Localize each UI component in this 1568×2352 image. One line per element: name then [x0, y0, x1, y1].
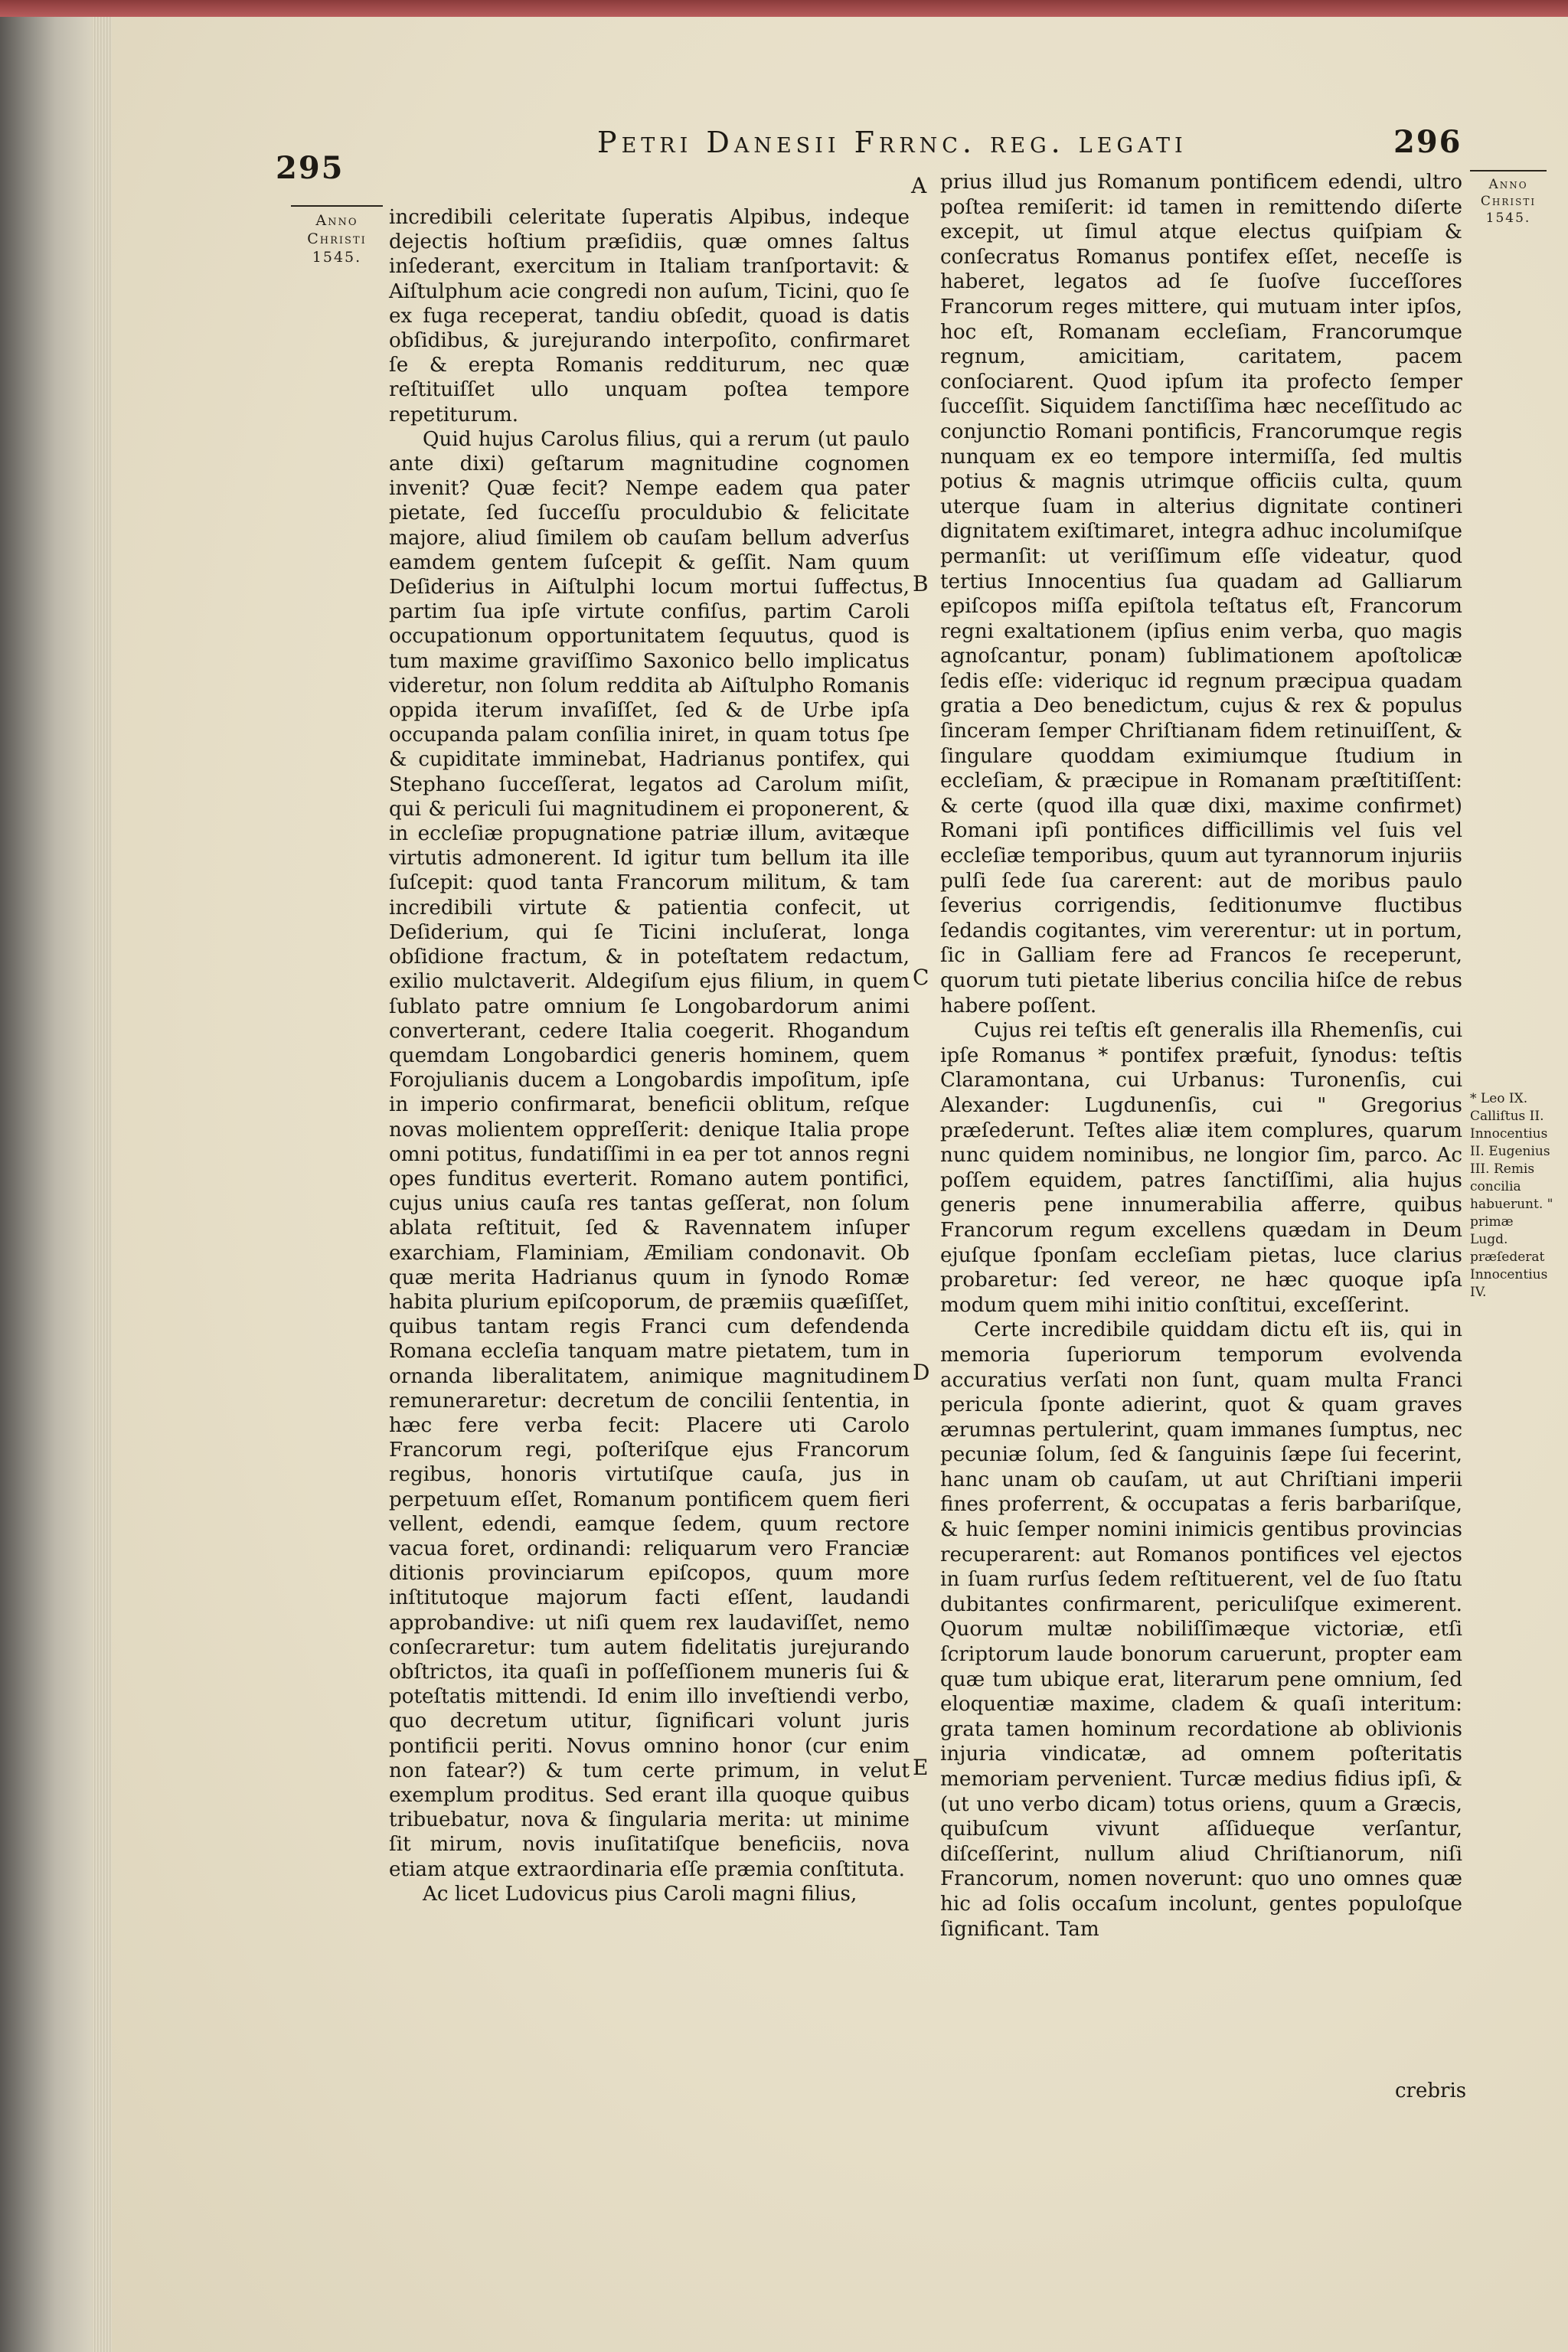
- page-number-right: 296: [1393, 124, 1462, 160]
- section-marker-d: D: [913, 1360, 930, 1385]
- catchword: crebris: [1395, 2079, 1467, 2102]
- margin-footnote: * Leo IX. Calliſtus II. Innocentius II. Eugenius III. Remis concilia habuerunt. " primæ Lugd. præſederat Innocentius IV.: [1470, 1091, 1553, 1300]
- christi-label: Christi: [1480, 194, 1537, 209]
- page-edges: [92, 0, 112, 2352]
- section-marker-a: A: [911, 173, 927, 198]
- book-cover-edge: [0, 0, 1568, 17]
- page-number-left: 295: [276, 150, 345, 186]
- paragraph: Cujus rei teſtis eſt generalis illa Rhemenſis, cui ipſe Romanus * pontifex præfuit, ſynodus: teſtis Claramontana, cui Urbanus: Turonenſis, cui Alexander: Lugdunenſis, cui " Gregorius præſederunt. Teſtes aliæ item complures, quarum nunc quidem nominibus, ne longior ſim, parco. Ac poſſem equidem, patres ſanctiſſimi, alia hujus generis pene innumerabilia afferre, quibus Francorum regum excellens quædam in Deum ejuſque ſponſam eccleſiam pietas, luce clarius probaretur: ſed vereor, ne hæc quoque ipſa modum quem mihi initio conſtitui, exceſſerint.: [940, 1019, 1462, 1317]
- christi-label: Christi: [307, 230, 367, 247]
- year-label: 1545.: [1485, 211, 1531, 226]
- running-head: Petri Danesii Frrnc. reg. legati: [597, 126, 1187, 159]
- paragraph: Certe incredibile quiddam dictu eſt iis, qui in memoria ſuperiorum temporum evolvenda accuratius verſati non ſunt, quam multa Franci pericula ſponte adierint, quot & quam graves ærumnas pertulerint, quam immanes ſumptus, nec pecuniæ ſolum, ſed & ſanguinis ſæpe ſui fecerint, hanc unam ob cauſam, ut aut Chriſtiani imperii fines proferrent, & occupatas a feris barbariſque, & huic ſemper nomini inimicis gentibus provincias recuperarent: aut Romanos pontifices vel ejectos in ſuam rurſus ſedem reſtituerent, vel de ſuo ſtatu dubitantes confirmarent, periculiſque eximerent. Quorum multæ nobiliſſimæque victoriæ, etſi ſcriptorum laude bonorum caruerunt, propter eam quæ tum ubique erat, literarum pene omnium, ſed eloquentiæ maxime, cladem & quaſi interitum: grata tamen hominum recordatione ab oblivionis injuria vindicatæ, ad omnem poſteritatis memoriam pervenient. Turcæ medius fidius ipſi, & (ut uno verbo dicam) totus oriens, quum a Græcis, quibuſcum vivunt aſſidueque verſantur, diſceſſerint, nullum aliud Chriſtianorum, niſi Francorum, nomen noverunt: quo uno omnes quæ hic ad ſolis occaſum incolunt, gentes populoſque ſignificant. Tam: [940, 1318, 1462, 1941]
- margin-year-right: [1470, 170, 1547, 227]
- margin-year-left: [291, 205, 383, 266]
- paragraph: prius illud jus Romanum pontificem edendi, ultro poſtea remiſerit: id tamen in remittendo diſerte excepit, ut ſimul atque electus quiſpiam & conſecratus Romanus pontifex eſſet, neceſſe is haberet, legatos ad ſe ſuoſve ſucceſſores Francorum reges mittere, qui mutuam inter ipſos, hoc eſt, Romanam eccleſiam, Francorumque regnum, amicitiam, caritatem, pacem conſociarent. Quod ipſum ita profecto ſemper ſucceſſit. Siquidem ſanctiſſima hæc neceſſitudo ac conjunctio Romani pontificis, Francorumque regis nunquam ex eo tempore intermiſſa, ſed multis potius & magnis utrimque officiis culta, quum uterque ſuam in alterius dignitate contineri dignitatem exiſtimaret, integra adhuc incolumiſque permanſit: ut veriſſimum eſſe videatur, quod tertius Innocentius ſua quadam ad Galliarum epiſcopos miſſa epiſtola teſtatus eſt, Francorum regni exaltationem (ipſius enim verba, quo magis agnoſcantur, ponam) ſublimationem apoſtolicæ ſedis eſſe: videriquc id regnum præcipua quadam gratia a Deo benedictum, cujus & rex & populus ſinceram ſemper Chriſtianam fidem retinuiſſent, & ſingulare quoddam eximiumque ſtudium in eccleſiam, & præcipue in Romanam præſtitiſſent: & certe (quod illa quæ dixi, maxime confirmet) Romani ipſi pontifices difficillimis vel ſuis vel eccleſiæ temporibus, quum aut tyrannorum injuriis pulſi ſede ſua carerent: aut de moribus paulo ſeverius corrigendis, ſeditionumve fluctibus ſedandis cogitantes, vim vererentur: ut in portum, ſic in Galliam fere ad Francos ſe receperunt, quorum tuti pietate liberius concilia hiſce de rebus habere poſſent.: [940, 171, 1462, 1018]
- section-marker-e: E: [913, 1755, 929, 1780]
- page-header: [276, 121, 1462, 186]
- year-label: 1545.: [312, 249, 362, 266]
- margin-rule: [291, 205, 383, 207]
- left-column: [389, 205, 910, 1906]
- paragraph: incredibili celeritate ſuperatis Alpibus, indeque dejectis hoſtium præſidiis, quæ omnes ſaltus inſederant, exercitum in Italiam tranſportavit: & Aiſtulphum acie congredi non auſum, Ticini, quo ſe ex fuga receperat, tandiu obſedit, quoad is datis obſidibus, & jurejurando interpoſito, confirmaret ſe & erepta Romanis redditurum, nec quæ reſtituiſſet ullo unquam poſtea tempore repetiturum.: [389, 206, 910, 426]
- right-column: [940, 170, 1462, 1942]
- paragraph: Quid hujus Carolus filius, qui a rerum (ut paulo ante dixi) geſtarum magnitudine cognomen invenit? Quæ fecit? Nempe eadem qua pater pietate, ſed ſucceſſu proculdubio & felicitate majore, aliud ſimilem ob cauſam bellum adverſus eamdem gentem ſuſcepit & geſſit. Nam quum Deſiderius in Aiſtulphi locum mortui ſuffectus, partim ſua ipſe virtute confiſus, partim Caroli occupationum opportunitatem ſequutus, quod is tum maxime graviſſimo Saxonico bello implicatus videretur, non ſolum reddita ab Aiſtulpho Romanis oppida iterum invaſiſſet, ſed & de Urbe ipſa occupanda palam conſilia iniret, in quam totus ſpe & cupiditate imminebat, Hadrianus pontifex, qui Stephano ſucceſſerat, legatos ad Carolum miſit, qui & periculi ſui magnitudinem ei proponerent, & in eccleſiæ propugnatione patriæ illum, avitæque virtutis admonerent. Id igitur tum bellum ita ille ſuſcepit: quod tanta Francorum militum, & tam incredibili virtute & patientia confecit, ut Deſiderium, qui ſe Ticini incluſerat, longa obſidione fractum, & in poteſtatem redactum, exilio mulctaverit. Aldegiſum ejus filium, in quem ſublato patre omnium ſe Longobardorum animi converterant, cedere Italia coegerit. Rhogandum quemdam Longobardici generis hominem, quem Forojulianis ducem a Longobardis impoſitum, ipſe in imperio confirmarat, beneficii oblitum, reſque novas molientem oppreſſerit: denique Italia prope omni potitus, fundatiſſimi in ea per tot annos regni opes funditus everterit. Romano autem pontifici, cujus unius cauſa res tantas geſſerat, non ſolum ablata reſtituit, ſed & Ravennatem inſuper exarchiam, Flaminiam, Æmiliam condonavit. Ob quæ merita Hadrianus quum in ſynodo Romæ habita plurium epiſcoporum, de præmiis quæſiſſet, quibus tantam regis Franci cum defendenda Romana eccleſia tanquam matre pietatem, tum in ornanda liberalitatem, animique magnitudinem remuneraretur: decretum de concilii ſententia, in hæc fere verba fecit: Placere uti Carolo Francorum regi, poſteriſque ejus Francorum regibus, honoris virtutiſque cauſa, jus in perpetuum eſſet, Romanum pontificem quem fieri vellent, edendi, eamque ſedem, quum rectore vacua foret, ordinandi: reliquarum vero Franciæ ditionis provinciarum epiſcopos, quum more inſtitutoque majorum facti eſſent, laudandi approbandive: ut niſi quem rex laudaviſſet, nemo conſecraretur: tum autem fidelitatis jurejurando obſtrictos, ita quaſi in poſſeſſionem muneris ſui & poteſtatis mittendi. Id enim illo inveſtiendi verbo, quo decretum utitur, ſignificari volunt juris pontificii periti. Novus omnino honor (cur enim non fatear?) & tum certe primum, in velut exemplum proditus. Sed erant illa quoque quibus tribuebatur, nova & ſingularia merita: ut minime ſit mirum, novis inuſitatiſque beneficiis, nova etiam atque extraordinaria eſſe præmia conſtituta.: [389, 427, 910, 1881]
- book-spine: [0, 0, 92, 2352]
- anno-label: Anno: [1488, 177, 1528, 192]
- section-marker-c: C: [913, 965, 929, 990]
- margin-rule: [1470, 170, 1547, 172]
- section-marker-b: B: [913, 571, 929, 596]
- anno-label: Anno: [315, 212, 358, 229]
- paragraph: Ac licet Ludovicus pius Caroli magni filius,: [423, 1882, 858, 1906]
